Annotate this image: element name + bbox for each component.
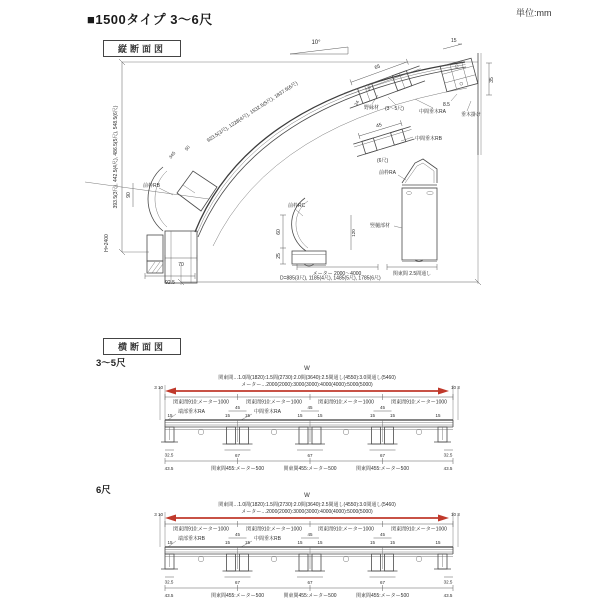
width-letter: W xyxy=(304,493,310,499)
mid-rafter-ra-label: 中間垂木RA xyxy=(419,109,446,115)
width-letter: W xyxy=(304,366,310,372)
pitch-455-text: 関東間455:メーター500 xyxy=(210,593,265,599)
dim-45: 45 xyxy=(375,122,383,130)
dim-15: 15 xyxy=(317,540,323,545)
height-dimension-text: 393.5(3尺), 442.5(4尺), 486.5(5尺), 548.5(6尺) xyxy=(113,105,119,209)
lower-span-dimensions xyxy=(178,264,481,285)
range-6-label: (6尺) xyxy=(377,158,389,164)
dim-15: 15 xyxy=(224,540,231,545)
dim-67: 67 xyxy=(379,453,386,458)
dim-8-5: 8.5 xyxy=(443,102,450,108)
hanger-label: 垂木掛け xyxy=(461,112,482,118)
dim-67: 67 xyxy=(234,580,241,585)
pitch-455-text: 関東間455:メーター500 xyxy=(283,593,337,599)
end-rafter-right xyxy=(434,554,451,569)
pitch-910-text: 関東間910:メーター1000 xyxy=(318,526,374,533)
dim-15: 15 xyxy=(317,413,323,418)
height-dimension xyxy=(112,59,149,255)
dim-15: 15 xyxy=(167,413,173,418)
pitch-455-text: 関東間455:メーター500 xyxy=(355,466,410,472)
dim-92-5: 92.5 xyxy=(165,280,175,286)
front-frame-ra-label: 前枠RA xyxy=(379,170,396,176)
slope-tick-text: 15 xyxy=(451,38,457,44)
cross-section-drawing xyxy=(145,489,485,601)
arc-length-dimension: 923.5(3尺), 1228(4尺), 1532.5(5尺), 1837.5(6尺) xyxy=(205,80,299,144)
edge-left-dims: 3 10 xyxy=(154,512,163,517)
dim-45: 45 xyxy=(307,532,313,537)
pitch-910-text: 関東間910:メーター1000 xyxy=(173,399,229,406)
dim-15: 15 xyxy=(244,540,251,545)
dim-45: 45 xyxy=(234,532,241,537)
meter-range-text: メーター 2000〜4000 xyxy=(312,271,362,277)
pitch-455-text: 関東間455:メーター500 xyxy=(355,593,410,599)
dim-45: 45 xyxy=(379,405,386,410)
dim-30: 30 xyxy=(365,84,373,92)
meter-widths-text: メーター…2000(2000):3000(3000):4000(4000):5000(5000) xyxy=(241,382,373,388)
rafter-top-dims xyxy=(167,405,441,418)
pitch-455-row xyxy=(165,458,453,472)
slope-tick-15 xyxy=(443,38,462,49)
dim-15: 15 xyxy=(369,540,376,545)
rafter-detail-6-labels xyxy=(377,135,443,164)
page-title: ■1500タイプ 3〜6尺 xyxy=(87,12,213,27)
dim-15: 15 xyxy=(224,413,231,418)
pitch-910-text: 関東間910:メーター1000 xyxy=(391,399,447,406)
dim-15: 15 xyxy=(389,540,396,545)
cross-section-label-box: 横断面図 xyxy=(103,338,181,355)
end-rafter-label: 端部垂木RA xyxy=(178,409,205,415)
front-frame-ra xyxy=(351,159,437,262)
downpipe-label: 竪樋部材 xyxy=(370,223,391,229)
pitch-910-row xyxy=(165,394,453,406)
dim-120: 120 xyxy=(351,229,356,237)
pitch-455-text: 関東間455:メーター500 xyxy=(210,466,265,472)
dim-70: 70 xyxy=(178,262,184,268)
dim-15: 15 xyxy=(389,413,396,418)
post-height-text: H=2400 xyxy=(104,234,110,252)
end-rafter-right xyxy=(434,427,451,442)
kanto-widths-text: 関東間…1.0間(1820):1.5間(2730):2.0間(3640):2.5間通し(4550):3.0間通し(5460) xyxy=(218,502,396,508)
dim-32-5: 32.5 xyxy=(443,579,453,585)
dim-90: 90 xyxy=(126,192,132,198)
pitch-910-text: 関東間910:メーター1000 xyxy=(318,399,374,406)
dim-32-5: 32.5 xyxy=(164,452,174,458)
nobuchi-label: 野縁材 xyxy=(364,105,380,111)
curved-roof-beam xyxy=(195,62,467,246)
dim-15: 15 xyxy=(435,413,441,418)
front-beam xyxy=(165,547,453,562)
rafter-detail-3to5 xyxy=(339,51,425,108)
rafter-bottom-dims xyxy=(165,577,453,585)
dim-65: 65 xyxy=(373,63,382,72)
post xyxy=(147,231,197,283)
rafter-top-dims xyxy=(167,532,441,545)
cross-section-3to5 xyxy=(0,355,600,485)
dim-32-5: 32.5 xyxy=(164,579,174,585)
dim-15: 15 xyxy=(244,413,251,418)
kanto-through-text: 関東間 2.5間通し xyxy=(392,271,432,277)
slope-indicator xyxy=(290,40,348,54)
front-frame-rc-label: 前枠RC xyxy=(288,203,306,209)
front-frame-rc xyxy=(276,198,326,266)
pitch-910-text: 関東間910:メーター1000 xyxy=(391,526,447,533)
unit-note: 単位:mm xyxy=(516,8,552,18)
pitch-910-text: 関東間910:メーター1000 xyxy=(246,526,302,533)
rafter-detail-6 xyxy=(349,114,414,156)
pitch-455-row xyxy=(165,585,453,599)
mid-rafter-hangers xyxy=(223,420,398,444)
dim-15: 15 xyxy=(297,540,303,545)
edge-right-dims: 10 3 xyxy=(451,512,460,517)
end-rafter-left xyxy=(161,554,178,569)
wall-line xyxy=(478,53,481,284)
dim-24: 24 xyxy=(353,99,361,107)
pitch-910-row xyxy=(165,521,453,533)
edge-right-dims: 10 3 xyxy=(451,385,460,390)
dim-43-5: 43.5 xyxy=(164,593,174,598)
edge-left-dims: 3 10 xyxy=(154,385,163,390)
mid-rafter-label: 中間垂木RA xyxy=(254,409,281,415)
vertical-section-drawing xyxy=(85,35,505,295)
dim-67: 67 xyxy=(234,453,241,458)
dim-43-5: 43.5 xyxy=(164,466,174,471)
dim-45: 45 xyxy=(379,532,386,537)
mid-rafter-label: 中間垂木RB xyxy=(254,536,281,542)
dim-345: 345 xyxy=(167,150,177,160)
dim-60: 60 xyxy=(276,229,282,235)
kanto-widths-text: 関東間…1.0間(1820):1.5間(2730):2.0間(3640):2.5間通し(4550):3.0間通し(5460) xyxy=(218,375,396,381)
slope-degree-text: 10° xyxy=(311,40,321,46)
depth-dimension-text: D=885(3尺), 1185(4尺), 1485(5尺), 1785(6尺) xyxy=(280,275,381,282)
pitch-910-text: 関東間910:メーター1000 xyxy=(246,399,302,406)
dim-15: 15 xyxy=(167,540,173,545)
end-rafter-label: 端部垂木RB xyxy=(178,536,205,542)
dim-32-5: 32.5 xyxy=(443,452,453,458)
meter-widths-text: メーター…2000(2000):3000(3000):4000(4000):5000(5000) xyxy=(241,509,373,515)
rafter-detail-3to5-labels xyxy=(364,95,447,115)
dim-43-5: 43.5 xyxy=(443,593,453,598)
mid-rafter-hangers xyxy=(223,547,398,571)
dim-45: 45 xyxy=(307,405,313,410)
dim-43-5: 43.5 xyxy=(443,466,453,471)
end-rafter-left xyxy=(161,427,178,442)
rafter-bottom-dims xyxy=(165,450,453,458)
vertical-section-label-box: 縦断面図 xyxy=(103,40,181,57)
front-frame-rb-label: 前枠RB xyxy=(143,183,160,189)
range-3to5-label: (3〜5尺) xyxy=(385,106,404,112)
pitch-455-text: 関東間455:メーター500 xyxy=(283,466,337,472)
dim-67: 67 xyxy=(307,580,313,585)
front-frame-rb xyxy=(85,167,217,231)
mid-rafter-rb-label: 中間垂木RB xyxy=(415,136,442,142)
front-beam xyxy=(165,420,453,435)
dim-15: 15 xyxy=(369,413,376,418)
cross-section-title: 3〜5尺 xyxy=(96,358,126,369)
dim-15: 15 xyxy=(435,540,441,545)
dim-15: 15 xyxy=(297,413,303,418)
cross-section-6 xyxy=(0,482,600,600)
pitch-910-text: 関東間910:メーター1000 xyxy=(173,526,229,533)
cross-section-title: 6尺 xyxy=(96,485,111,496)
dim-45: 45 xyxy=(234,405,241,410)
dim-25: 25 xyxy=(276,253,282,259)
dim-67: 67 xyxy=(307,453,313,458)
dim-35: 35 xyxy=(489,77,495,83)
dim-67: 67 xyxy=(379,580,386,585)
cross-section-drawing xyxy=(145,362,485,474)
dim-50: 50 xyxy=(183,144,191,152)
